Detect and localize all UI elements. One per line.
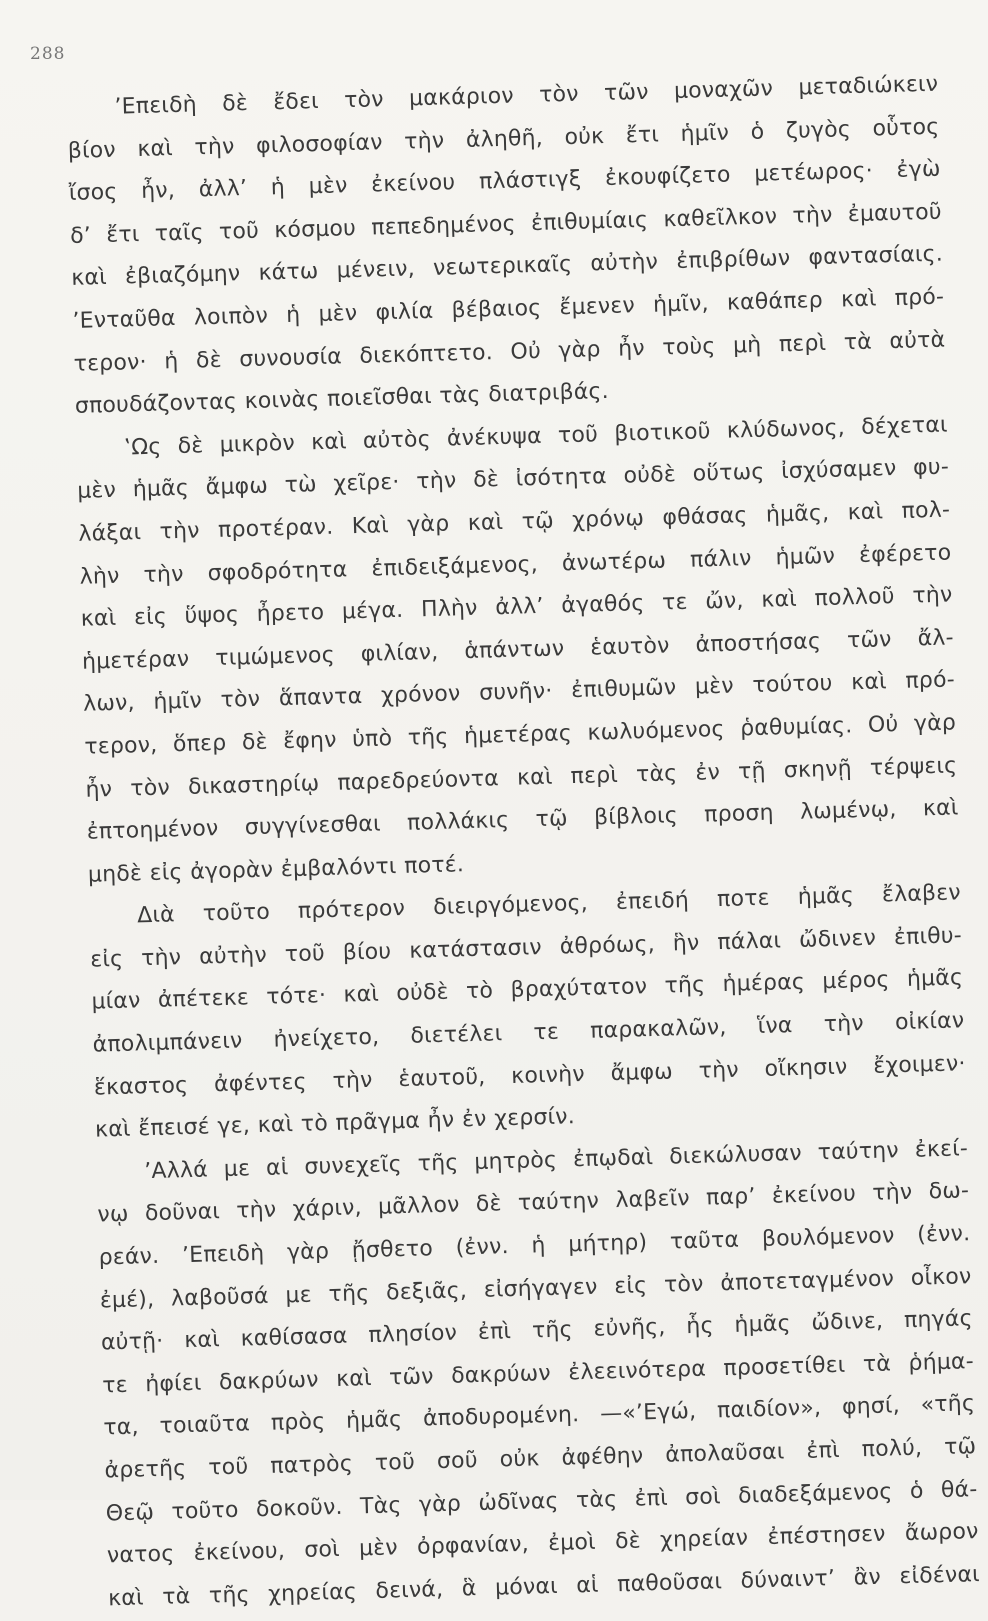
text-line: ἴσος ἦν, ἀλλ’ ἡ μὲν ἐκείνου πλάστιγξ ἐκουφίζετο μετέωρος· ἐγὼ [68, 156, 941, 207]
text-line: δ’ ἔτι ταῖς τοῦ κόσμου πεπεδημένος ἐπιθυμίαις καθεῖλκον τὴν ἐμαυτοῦ [69, 199, 943, 249]
text-line: ’Αλλά με αἱ συνεχεῖς τῆς μητρὸς ἐπῳδαὶ διεκώλυσαν ταύτην ἐκεί- [143, 1136, 969, 1185]
text-line: Θεῷ τοῦτο δοκοῦν. Τὰς γὰρ ὠδῖνας τὰς ἐπὶ σοὶ διαδεξάμενος ὁ θά- [105, 1476, 978, 1527]
text-line: καὶ ἔπεισέ γε, καὶ τὸ πρᾶγμα ἦν ἐν χερσίν. [94, 1104, 576, 1143]
text-line: ’Ενταῦθα λοιπὸν ἡ μὲν φιλία βέβαιος ἔμενεν ἡμῖν, καθάπερ καὶ πρό- [72, 284, 945, 334]
text-line: ρεάν. ’Επειδὴ γὰρ ᾔσθετο (ἐνν. ἡ μήτηρ) ταῦτα βουλόμενον (ἐνν. [98, 1221, 971, 1271]
text-line: ἐμέ), λαβοῦσά με τῆς δεξιᾶς, εἰσήγαγεν εἰς τὸν ἀποτεταγμένον οἶκον [99, 1263, 972, 1314]
text-line: καὶ ἐβιαζόμην κάτω μένειν, νεωτερικαῖς αὐτὴν ἐπιβρίθων φαντασίαις. [70, 241, 944, 292]
text-line: σπουδάζοντας κοινὰς ποιεῖσθαι τὰς διατριβάς. [74, 379, 610, 420]
text-line: ’Επειδὴ δὲ ἔδει τὸν μακάριον τὸν τῶν μοναχῶν μεταδιώκειν [114, 71, 939, 120]
text-line: καὶ εἰς ὕψος ἦρετο μέγα. Πλὴν ἀλλ’ ἀγαθός τε ὤν, καὶ πολλοῦ τὴν [80, 582, 953, 632]
body-text [66, 64, 980, 1621]
text-line: λάξαι τὴν προτέραν. Καὶ γὰρ καὶ τῷ χρόνῳ φθάσας ἡμᾶς, καὶ πολ- [78, 497, 951, 547]
text-line: ἦν τὸν δικαστηρίῳ παρεδρεύοντα καὶ περὶ τὰς ἐν τῇ σκηνῇ τέρψεις [85, 752, 958, 803]
text-line: ‛Ως δὲ μικρὸν καὶ αὐτὸς ἀνέκυψα τοῦ βιοτικοῦ κλύδωνος, δέχεται [123, 412, 948, 461]
text-line: μὲν ἡμᾶς ἄμφω τὼ χεῖρε· τὴν δὲ ἰσότητα οὐδὲ οὕτως ἰσχύσαμεν φυ- [76, 454, 950, 505]
text-line: αὐτῇ· καὶ καθίσασα πλησίον ἐπὶ τῆς εὐνῆς, ἧς ἡμᾶς ὤδινε, πηγάς [100, 1306, 973, 1356]
text-line: ἀπολιμπάνειν ἠνείχετο, διετέλει τε παρακαλῶν, ἵνα τὴν οἰκίαν [92, 1008, 965, 1058]
text-line: τερον, ὅπερ δὲ ἔφην ὑπὸ τῆς ἡμετέρας κωλυόμενος ῥαθυμίας. Οὐ γὰρ [84, 710, 957, 760]
text-line: μηδὲ εἰς ἀγορὰν ἐμβαλόντι ποτέ. [87, 851, 465, 888]
text-line: Διὰ τοῦτο πρότερον διειργόμενος, ἐπειδή ποτε ἡμᾶς ἔλαβεν [136, 880, 962, 929]
text-line: ἡμετέραν τιμώμενος φιλίαν, ἁπάντων ἑαυτὸν ἀποστήσας τῶν ἄλ- [81, 625, 955, 675]
text-line: τα, τοιαῦτα πρὸς ἡμᾶς ἀποδυρομένη. —«’Εγώ, παιδίον», φησί, «τῆς [103, 1391, 976, 1441]
text-line: λων, ἡμῖν τὸν ἅπαντα χρόνον συνῆν· ἐπιθυμῶν μὲν τούτου καὶ πρό- [82, 667, 956, 718]
text-line: εἰς τὴν αὐτὴν τοῦ βίου κατάστασιν ἀθρόως, ἣν πάλαι ὤδινεν ἐπιθυ- [90, 923, 963, 973]
text-line: τερον· ἡ δὲ συνουσία διεκόπτετο. Οὐ γὰρ ἦν τοὺς μὴ περὶ τὰ αὐτὰ [73, 327, 946, 377]
text-line: τε ἠφίει δακρύων καὶ τῶν δακρύων ἐλεεινότερα προσετίθει τὰ ῥήμα- [101, 1348, 975, 1399]
text-line: νατος ἐκείνου, σοὶ μὲν ὀρφανίαν, ἐμοὶ δὲ χηρείαν ἐπέστησεν ἄωρον [106, 1519, 979, 1569]
page-number: 288 [30, 44, 66, 64]
text-line: βίον καὶ τὴν φιλοσοφίαν τὴν ἀληθῆ, οὐκ ἔτι ἡμῖν ὁ ζυγὸς οὗτος [67, 114, 940, 164]
text-line: λὴν τὴν σφοδρότητα ἐπιδειξάμενος, ἀνωτέρω πάλιν ἡμῶν ἐφέρετο [79, 539, 952, 590]
text-line: νῳ δοῦναι τὴν χάριν, μᾶλλον δὲ ταύτην λαβεῖν παρ’ ἐκείνου τὴν δω- [97, 1178, 970, 1228]
text-line: ἀρετῆς τοῦ πατρὸς τοῦ σοῦ οὐκ ἀφέθην ἀπολαῦσαι ἐπὶ πολύ, τῷ [104, 1434, 977, 1484]
text-line: μίαν ἀπέτεκε τότε· καὶ οὐδὲ τὸ βραχύτατον τῆς ἡμέρας μέρος ἡμᾶς [91, 965, 964, 1016]
text-line: ἕκαστος ἀφέντες τὴν ἑαυτοῦ, κοινὴν ἄμφω τὴν οἴκησιν ἔχοιμεν· [93, 1050, 966, 1101]
text-line: ἐπτοημένον συγγίνεσθαι πολλάκις τῷ βίβλοις προση λωμένῳ, καὶ [86, 795, 959, 845]
text-line: καὶ τὰ τῆς χηρείας δεινά, ἃ μόναι αἱ παθοῦσαι δύναιντ’ ἂν εἰδέναι [107, 1561, 981, 1612]
